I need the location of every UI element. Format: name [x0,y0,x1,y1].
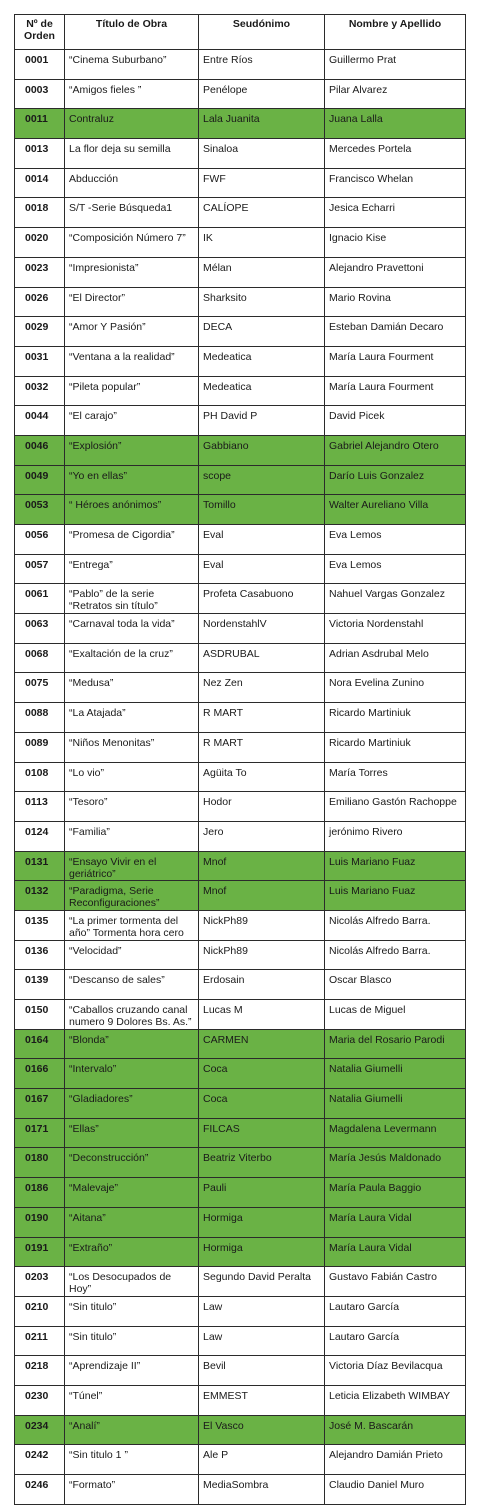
full-name-cell: María Laura Vidal [325,1237,466,1267]
work-title-cell: “Ellas” [65,1118,199,1148]
full-name-cell: Luis Mariano Fuaz [325,881,466,911]
table-row [15,910,466,940]
pseudonym-cell: FILCAS [199,1118,325,1148]
pseudonym-cell: Bevil [199,1356,325,1386]
table-row [15,406,466,436]
table-row [15,346,466,376]
work-title-cell: “Sin titulo 1 ” [65,1445,199,1475]
work-title-cell: “Sin titulo” [65,1326,199,1356]
pseudonym-cell: Gabbiano [199,435,325,465]
work-title-cell: “Exaltación de la cruz” [65,643,199,673]
order-number-cell: 0230 [15,1385,65,1415]
pseudonym-cell: Sinaloa [199,139,325,169]
work-title-cell: “El Director” [65,287,199,317]
order-number-cell: 0014 [15,168,65,198]
table-row [15,139,466,169]
full-name-cell: Victoria Nordenstahl [325,614,466,644]
order-number-cell: 0088 [15,703,65,733]
pseudonym-cell: Hodor [199,792,325,822]
order-number-cell: 0203 [15,1267,65,1297]
table-row [15,228,466,258]
full-name-cell: Alejandro Damián Prieto [325,1445,466,1475]
work-title-cell: “Entrega” [65,554,199,584]
work-title-cell: “Ensayo Vivir en el geriátrico” [65,851,199,881]
work-title-cell: “Gladiadores” [65,1089,199,1119]
work-title-cell: “Niños Menonitas” [65,732,199,762]
table-row [15,317,466,347]
order-number-cell: 0166 [15,1059,65,1089]
pseudonym-cell: Medeatica [199,376,325,406]
full-name-cell: María Laura Vidal [325,1207,466,1237]
pseudonym-cell: Eval [199,525,325,555]
full-name-cell: Lautaro García [325,1326,466,1356]
full-name-cell: Eva Lemos [325,554,466,584]
order-number-cell: 0044 [15,406,65,436]
full-name-cell: María Laura Fourment [325,376,466,406]
order-number-cell: 0180 [15,1148,65,1178]
table-row [15,1296,466,1326]
pseudonym-cell: NordenstahlV [199,614,325,644]
table-row [15,762,466,792]
table-row [15,1415,466,1445]
work-title-cell: “Paradigma, Serie Reconfiguraciones” [65,881,199,911]
table-header [15,15,466,50]
table-row [15,881,466,911]
pseudonym-cell: Tomillo [199,495,325,525]
order-number-cell: 0210 [15,1296,65,1326]
work-title-cell: “Amor Y Pasión” [65,317,199,347]
table-row [15,1178,466,1208]
table-row [15,821,466,851]
work-title-cell: Abducción [65,168,199,198]
work-title-cell: “Túnel” [65,1385,199,1415]
pseudonym-cell: CARMEN [199,1029,325,1059]
table-row [15,1385,466,1415]
header-order-number: Nº de Orden [15,15,65,50]
table-row [15,1475,466,1505]
full-name-cell: María Laura Fourment [325,346,466,376]
order-number-cell: 0063 [15,614,65,644]
order-number-cell: 0046 [15,435,65,465]
order-number-cell: 0211 [15,1326,65,1356]
work-title-cell: “Explosión” [65,435,199,465]
table-row [15,643,466,673]
work-title-cell: “Malevaje” [65,1178,199,1208]
table-row [15,614,466,644]
table-row [15,940,466,970]
full-name-cell: Mercedes Portela [325,139,466,169]
full-name-cell: Ignacio Kise [325,228,466,258]
table-row [15,1326,466,1356]
full-name-cell: María Paula Baggio [325,1178,466,1208]
pseudonym-cell: CALÍOPE [199,198,325,228]
order-number-cell: 0068 [15,643,65,673]
pseudonym-cell: PH David P [199,406,325,436]
work-title-cell: “Cinema Suburbano” [65,50,199,80]
work-title-cell: “Promesa de Cigordia” [65,525,199,555]
full-name-cell: Natalia Giumelli [325,1059,466,1089]
work-title-cell: “Ventana a la realidad” [65,346,199,376]
table-row [15,287,466,317]
work-title-cell: “Tesoro” [65,792,199,822]
full-name-cell: Pilar Alvarez [325,79,466,109]
table-row [15,1089,466,1119]
pseudonym-cell: Law [199,1326,325,1356]
full-name-cell: Lautaro García [325,1296,466,1326]
work-title-cell: “Medusa” [65,673,199,703]
table-row [15,1267,466,1297]
full-name-cell: Leticia Elizabeth WIMBAY [325,1385,466,1415]
full-name-cell: Natalia Giumelli [325,1089,466,1119]
order-number-cell: 0218 [15,1356,65,1386]
pseudonym-cell: Law [199,1296,325,1326]
work-title-cell: “Amigos fieles ” [65,79,199,109]
order-number-cell: 0029 [15,317,65,347]
table-row [15,435,466,465]
table-row [15,1148,466,1178]
pseudonym-cell: Coca [199,1059,325,1089]
entries-table [14,14,466,1505]
full-name-cell: Ricardo Martiniuk [325,732,466,762]
table-row [15,376,466,406]
order-number-cell: 0186 [15,1178,65,1208]
work-title-cell: “Caballos cruzando canal numero 9 Dolores Bs. As.” [65,1000,199,1030]
table-row [15,198,466,228]
full-name-cell: Guillermo Prat [325,50,466,80]
order-number-cell: 0089 [15,732,65,762]
full-name-cell: Victoria Díaz Bevilacqua [325,1356,466,1386]
work-title-cell: “Sin titulo” [65,1296,199,1326]
pseudonym-cell: FWF [199,168,325,198]
order-number-cell: 0246 [15,1475,65,1505]
table-row [15,50,466,80]
table-row [15,970,466,1000]
table-row [15,1356,466,1386]
order-number-cell: 0139 [15,970,65,1000]
pseudonym-cell: Eval [199,554,325,584]
order-number-cell: 0013 [15,139,65,169]
work-title-cell: “Velocidad” [65,940,199,970]
table-body [15,50,466,1505]
table-row [15,465,466,495]
header-row [15,15,466,50]
table-row [15,79,466,109]
pseudonym-cell: EMMEST [199,1385,325,1415]
table-row [15,168,466,198]
pseudonym-cell: Erdosain [199,970,325,1000]
full-name-cell: Luis Mariano Fuaz [325,851,466,881]
pseudonym-cell: Hormiga [199,1207,325,1237]
work-title-cell: Contraluz [65,109,199,139]
table-row [15,525,466,555]
pseudonym-cell: Lala Juanita [199,109,325,139]
work-title-cell: “Los Desocupados de Hoy” [65,1267,199,1297]
full-name-cell: Esteban Damián Decaro [325,317,466,347]
full-name-cell: Francisco Whelan [325,168,466,198]
header-pseudonym: Seudónimo [199,15,325,50]
work-title-cell: “Impresionista” [65,257,199,287]
order-number-cell: 0135 [15,910,65,940]
work-title-cell: “Aprendizaje II” [65,1356,199,1386]
pseudonym-cell: ASDRUBAL [199,643,325,673]
order-number-cell: 0049 [15,465,65,495]
work-title-cell: “ Héroes anónimos” [65,495,199,525]
header-work-title: Título de Obra [65,15,199,50]
work-title-cell: “Formato” [65,1475,199,1505]
pseudonym-cell: NickPh89 [199,910,325,940]
full-name-cell: María Torres [325,762,466,792]
table-row [15,673,466,703]
pseudonym-cell: Entre Ríos [199,50,325,80]
order-number-cell: 0011 [15,109,65,139]
table-row [15,703,466,733]
full-name-cell: Eva Lemos [325,525,466,555]
work-title-cell: “Aitana” [65,1207,199,1237]
pseudonym-cell: Mnof [199,851,325,881]
work-title-cell: “Familia” [65,821,199,851]
work-title-cell: “Descanso de sales” [65,970,199,1000]
order-number-cell: 0061 [15,584,65,614]
pseudonym-cell: Pauli [199,1178,325,1208]
full-name-cell: David Picek [325,406,466,436]
order-number-cell: 0242 [15,1445,65,1475]
table-row [15,109,466,139]
order-number-cell: 0031 [15,346,65,376]
full-name-cell: Emiliano Gastón Rachoppe [325,792,466,822]
table-row [15,554,466,584]
full-name-cell: Nicolás Alfredo Barra. [325,910,466,940]
order-number-cell: 0191 [15,1237,65,1267]
pseudonym-cell: Beatriz Viterbo [199,1148,325,1178]
order-number-cell: 0113 [15,792,65,822]
full-name-cell: Lucas de Miguel [325,1000,466,1030]
work-title-cell: “La primer tormenta del año” Tormenta hora cero [65,910,199,940]
pseudonym-cell: Jero [199,821,325,851]
table-row [15,1000,466,1030]
order-number-cell: 0132 [15,881,65,911]
full-name-cell: María Jesús Maldonado [325,1148,466,1178]
pseudonym-cell: Mnof [199,881,325,911]
order-number-cell: 0075 [15,673,65,703]
table-row [15,1118,466,1148]
work-title-cell: “Pileta popular” [65,376,199,406]
full-name-cell: Darío Luis Gonzalez [325,465,466,495]
full-name-cell: Nicolás Alfredo Barra. [325,940,466,970]
full-name-cell: Nahuel Vargas Gonzalez [325,584,466,614]
pseudonym-cell: Ale P [199,1445,325,1475]
full-name-cell: Adrian Asdrubal Melo [325,643,466,673]
full-name-cell: jerónimo Rivero [325,821,466,851]
table-row [15,1445,466,1475]
order-number-cell: 0032 [15,376,65,406]
pseudonym-cell: Agüita To [199,762,325,792]
pseudonym-cell: Segundo David Peralta [199,1267,325,1297]
pseudonym-cell: Hormiga [199,1237,325,1267]
full-name-cell: Walter Aureliano Villa [325,495,466,525]
pseudonym-cell: R MART [199,732,325,762]
order-number-cell: 0020 [15,228,65,258]
work-title-cell: “El carajo” [65,406,199,436]
full-name-cell: Jesica Echarri [325,198,466,228]
full-name-cell: Oscar Blasco [325,970,466,1000]
table-row [15,495,466,525]
header-full-name: Nombre y Apellido [325,15,466,50]
order-number-cell: 0190 [15,1207,65,1237]
full-name-cell: Gustavo Fabián Castro [325,1267,466,1297]
work-title-cell: “Extraño” [65,1237,199,1267]
order-number-cell: 0131 [15,851,65,881]
order-number-cell: 0234 [15,1415,65,1445]
pseudonym-cell: Medeatica [199,346,325,376]
order-number-cell: 0164 [15,1029,65,1059]
order-number-cell: 0026 [15,287,65,317]
work-title-cell: S/T -Serie Búsqueda1 [65,198,199,228]
pseudonym-cell: El Vasco [199,1415,325,1445]
pseudonym-cell: DECA [199,317,325,347]
table-row [15,257,466,287]
full-name-cell: Gabriel Alejandro Otero [325,435,466,465]
table-row [15,1207,466,1237]
work-title-cell: “Lo vio” [65,762,199,792]
full-name-cell: José M. Bascarán [325,1415,466,1445]
full-name-cell: Magdalena Levermann [325,1118,466,1148]
full-name-cell: Claudio Daniel Muro [325,1475,466,1505]
work-title-cell: “Yo en ellas” [65,465,199,495]
pseudonym-cell: MediaSombra [199,1475,325,1505]
table-row [15,732,466,762]
pseudonym-cell: Nez Zen [199,673,325,703]
order-number-cell: 0018 [15,198,65,228]
table-row [15,851,466,881]
order-number-cell: 0108 [15,762,65,792]
work-title-cell: “Intervalo” [65,1059,199,1089]
pseudonym-cell: scope [199,465,325,495]
work-title-cell: La flor deja su semilla [65,139,199,169]
order-number-cell: 0057 [15,554,65,584]
full-name-cell: Alejandro Pravettoni [325,257,466,287]
order-number-cell: 0150 [15,1000,65,1030]
work-title-cell: “La Atajada” [65,703,199,733]
order-number-cell: 0023 [15,257,65,287]
pseudonym-cell: Profeta Casabuono [199,584,325,614]
work-title-cell: “Blonda” [65,1029,199,1059]
order-number-cell: 0167 [15,1089,65,1119]
full-name-cell: Ricardo Martiniuk [325,703,466,733]
work-title-cell: “Pablo” de la serie “Retratos sin título” [65,584,199,614]
table-row [15,1059,466,1089]
table-row [15,792,466,822]
order-number-cell: 0056 [15,525,65,555]
full-name-cell: Nora Evelina Zunino [325,673,466,703]
order-number-cell: 0003 [15,79,65,109]
work-title-cell: “Carnaval toda la vida” [65,614,199,644]
full-name-cell: Mario Rovina [325,287,466,317]
pseudonym-cell: IK [199,228,325,258]
work-title-cell: “Deconstrucción” [65,1148,199,1178]
order-number-cell: 0171 [15,1118,65,1148]
table-row [15,1237,466,1267]
pseudonym-cell: Mélan [199,257,325,287]
full-name-cell: Juana Lalla [325,109,466,139]
pseudonym-cell: R MART [199,703,325,733]
work-title-cell: “Composición Número 7” [65,228,199,258]
pseudonym-cell: Penélope [199,79,325,109]
pseudonym-cell: Coca [199,1089,325,1119]
order-number-cell: 0001 [15,50,65,80]
order-number-cell: 0053 [15,495,65,525]
order-number-cell: 0136 [15,940,65,970]
order-number-cell: 0124 [15,821,65,851]
pseudonym-cell: Sharksito [199,287,325,317]
pseudonym-cell: NickPh89 [199,940,325,970]
pseudonym-cell: Lucas M [199,1000,325,1030]
full-name-cell: Maria del Rosario Parodi [325,1029,466,1059]
table-row [15,584,466,614]
work-title-cell: “Analí” [65,1415,199,1445]
table-row [15,1029,466,1059]
